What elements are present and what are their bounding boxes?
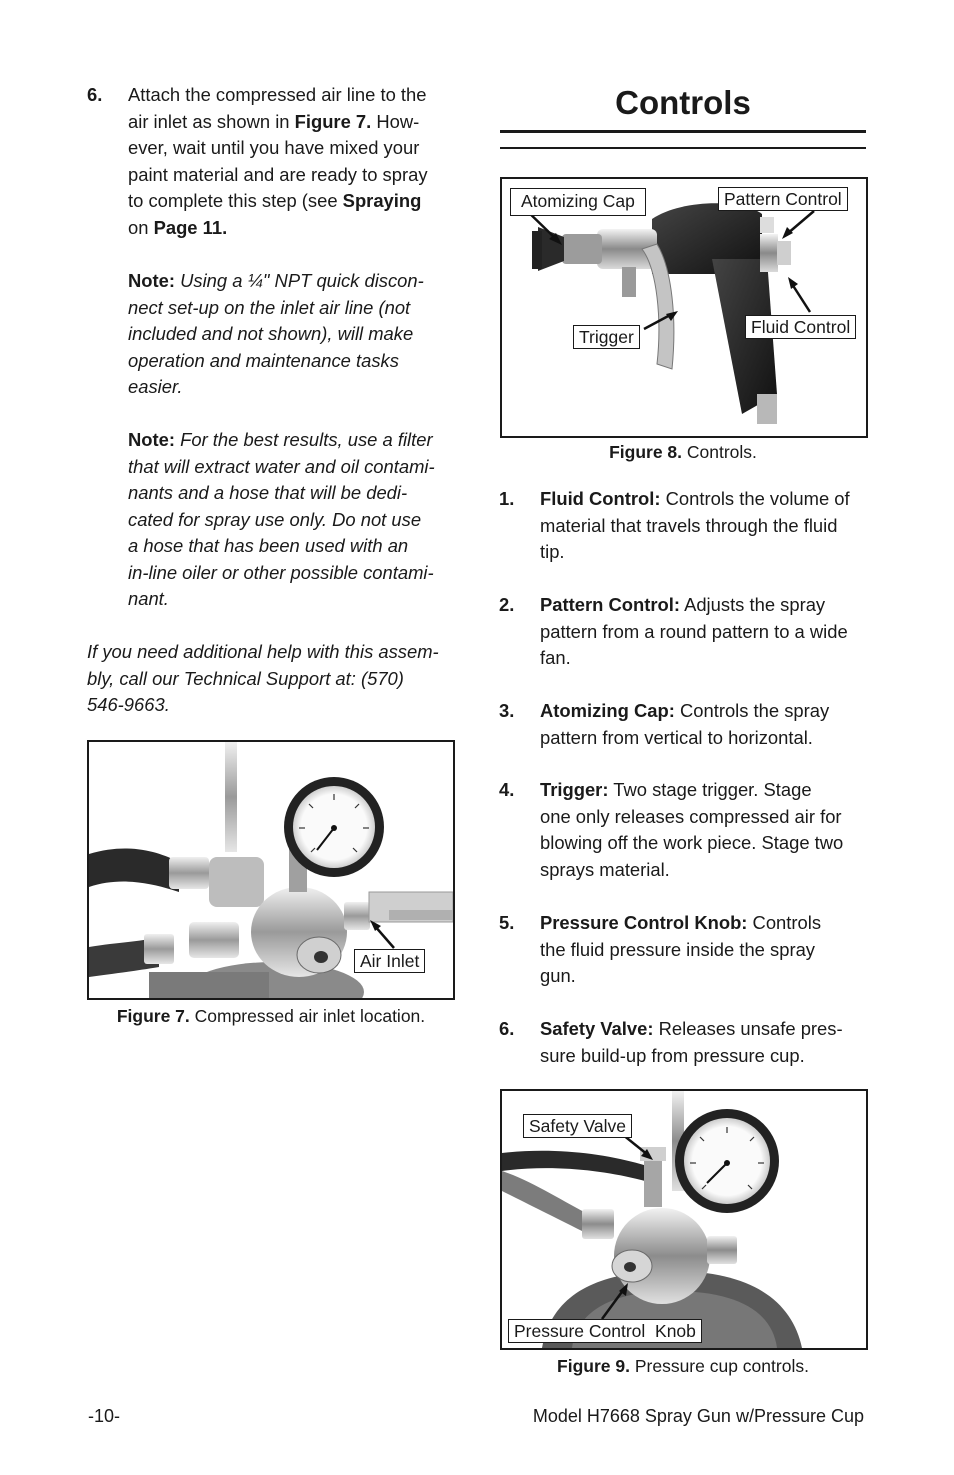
trigger-label: Trigger bbox=[573, 325, 640, 349]
control-line: tip. bbox=[540, 541, 565, 562]
figure-7-caption: Figure 7. Compressed air inlet location. bbox=[116, 1006, 426, 1026]
control-line: pattern from a round pattern to a wide bbox=[540, 620, 848, 642]
control-number: 3. bbox=[499, 700, 515, 721]
control-number: 6. bbox=[499, 1018, 515, 1039]
control-number: 4. bbox=[499, 779, 515, 800]
note-1 bbox=[128, 268, 455, 401]
note-line: Note: For the best results, use a filter bbox=[128, 429, 433, 450]
section-ref: Spraying bbox=[342, 190, 422, 211]
air-inlet-label: Air Inlet bbox=[354, 949, 425, 973]
control-line: Pressure Control Knob: Controls bbox=[540, 912, 822, 933]
help-line: If you need additional help with this assem- bbox=[87, 641, 439, 662]
step-6-text bbox=[128, 82, 455, 241]
note-line: in-line oiler or other possible contami- bbox=[128, 561, 434, 583]
fluid-control-label: Fluid Control bbox=[745, 315, 856, 339]
control-line: Pattern Control: Adjusts the spray bbox=[540, 594, 826, 615]
note-label: Note: bbox=[128, 270, 175, 291]
control-term: Safety Valve: bbox=[540, 1018, 654, 1039]
note-line: Note: Using a ¼" NPT quick discon- bbox=[128, 270, 424, 291]
page-ref: Page 11. bbox=[153, 216, 228, 238]
step-number: 6. bbox=[87, 84, 103, 105]
page-title: Controls bbox=[615, 84, 751, 121]
note-label: Note: bbox=[128, 429, 175, 450]
control-term: Pattern Control: bbox=[540, 594, 680, 615]
note-line: nect set-up on the inlet air line (not bbox=[128, 296, 411, 318]
note-line: included and not shown), will make bbox=[128, 323, 414, 344]
control-line: Safety Valve: Releases unsafe pres- bbox=[540, 1018, 843, 1039]
spray-gun-photo bbox=[502, 179, 866, 436]
figure-label: Figure 9. bbox=[557, 1356, 630, 1376]
control-line: fan. bbox=[540, 647, 571, 668]
control-term: Fluid Control: bbox=[540, 488, 661, 509]
step-line: paint material and are ready to spray bbox=[128, 163, 428, 185]
control-term: Atomizing Cap: bbox=[540, 700, 675, 721]
step-line: Attach the compressed air line to the bbox=[128, 84, 427, 105]
figure-8-caption: Figure 8. Controls. bbox=[609, 442, 757, 462]
title-rule-thick bbox=[500, 130, 866, 133]
control-item-atomizing-cap bbox=[540, 698, 867, 751]
note-line: cated for spray use only. Do not use bbox=[128, 508, 422, 530]
control-line: sprays material. bbox=[540, 858, 670, 880]
note-line: nant. bbox=[128, 588, 169, 609]
note-line: nants and a hose that will be dedi- bbox=[128, 482, 408, 503]
help-line: 546-9663. bbox=[87, 694, 170, 715]
model-footer: Model H7668 Spray Gun w/Pressure Cup bbox=[532, 1406, 864, 1426]
control-term: Trigger: bbox=[540, 779, 609, 800]
pressure-control-knob-label: Pressure Control Knob bbox=[508, 1319, 702, 1343]
figure-9-image bbox=[500, 1089, 868, 1350]
figure-ref: Figure 7. bbox=[294, 110, 372, 132]
figure-label: Figure 7. bbox=[116, 1006, 190, 1026]
control-number: 2. bbox=[499, 594, 515, 615]
pattern-control-label: Pattern Control bbox=[718, 187, 848, 211]
figure-label: Figure 8. bbox=[609, 442, 683, 462]
control-line: blowing off the work piece. Stage two bbox=[540, 832, 844, 853]
step-line: on Page 11. bbox=[128, 216, 228, 238]
control-line: sure build-up from pressure cup. bbox=[540, 1044, 805, 1066]
step-line: air inlet as shown in Figure 7. How- bbox=[128, 110, 420, 132]
safety-valve-label: Safety Valve bbox=[523, 1114, 632, 1138]
figure-9-caption: Figure 9. Pressure cup controls. bbox=[557, 1356, 809, 1376]
control-item-pattern-control bbox=[540, 592, 867, 672]
control-line: Atomizing Cap: Controls the spray bbox=[540, 700, 830, 721]
control-line: Trigger: Two stage trigger. Stage bbox=[540, 779, 812, 800]
control-line: material that travels through the fluid bbox=[540, 514, 838, 536]
note-line: that will extract water and oil contami- bbox=[128, 455, 435, 477]
note-line: easier. bbox=[128, 376, 183, 397]
control-item-fluid-control bbox=[540, 486, 867, 566]
control-item-safety-valve bbox=[540, 1016, 867, 1069]
control-number: 1. bbox=[499, 488, 515, 509]
control-line: pattern from vertical to horizontal. bbox=[540, 726, 813, 748]
step-line: to complete this step (see Spraying bbox=[128, 190, 422, 211]
control-item-trigger bbox=[540, 777, 867, 883]
note-line: a hose that has been used with an bbox=[128, 535, 409, 556]
control-number: 5. bbox=[499, 912, 515, 933]
title-rule-thin bbox=[500, 147, 866, 149]
note-line: operation and maintenance tasks bbox=[128, 349, 399, 371]
control-item-pressure-control-knob bbox=[540, 910, 867, 990]
control-line: one only releases compressed air for bbox=[540, 805, 842, 827]
control-line: the fluid pressure inside the spray bbox=[540, 938, 815, 960]
figure-8-image bbox=[500, 177, 868, 438]
technical-support-text bbox=[87, 639, 455, 719]
control-term: Pressure Control Knob: bbox=[540, 912, 748, 933]
step-line: ever, wait until you have mixed your bbox=[128, 137, 420, 158]
help-line: bly, call our Technical Support at: (570) bbox=[87, 667, 404, 689]
page-number: -10- bbox=[88, 1406, 121, 1426]
control-line: gun. bbox=[540, 965, 576, 986]
figure-7-image bbox=[87, 740, 455, 1000]
atomizing-cap-label: Atomizing Cap bbox=[510, 188, 646, 216]
control-line: Fluid Control: Controls the volume of bbox=[540, 488, 850, 509]
note-2 bbox=[128, 427, 455, 613]
